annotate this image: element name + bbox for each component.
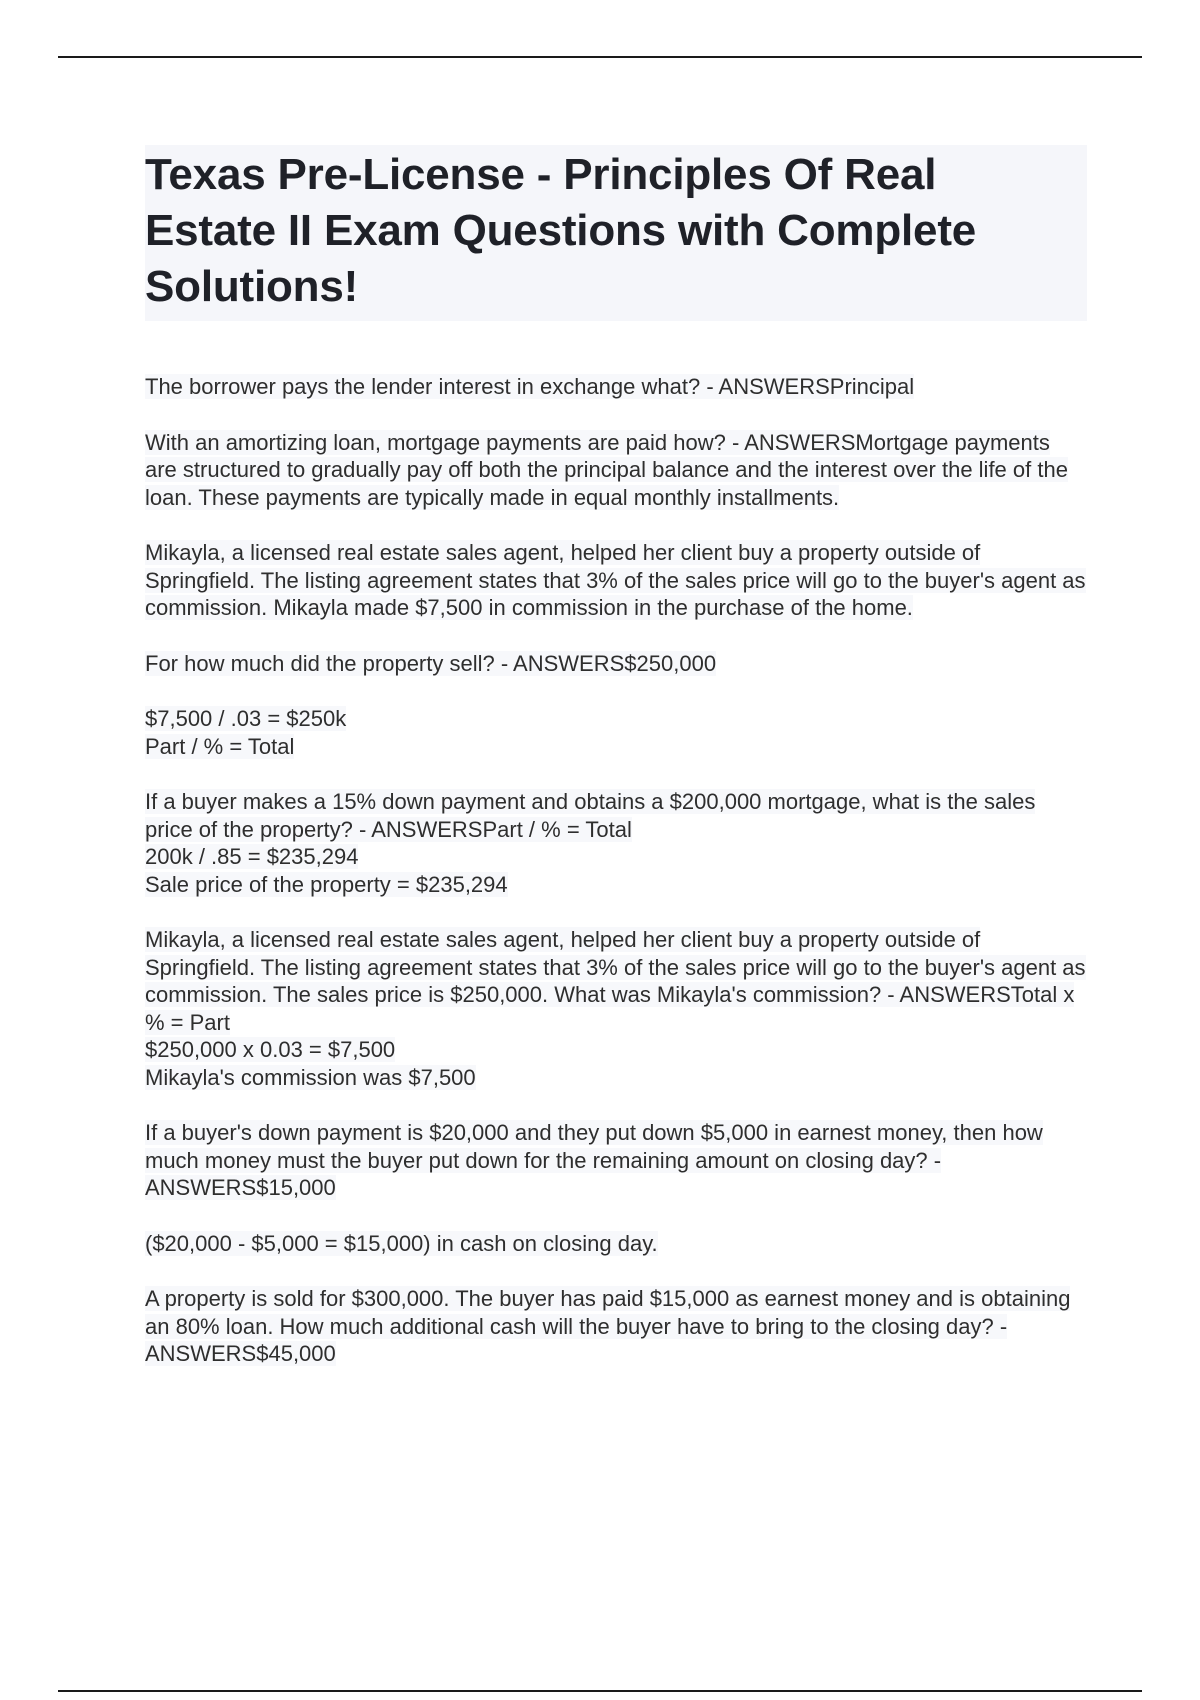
qa-paragraph [145,1119,1087,1202]
qa-line: 200k / .85 = $235,294 [145,844,359,869]
qa-line: ($20,000 - $5,000 = $15,000) in cash on closing day. [145,1230,658,1256]
top-rule [58,56,1142,58]
qa-line: A property is sold for $300,000. The buyer has paid $15,000 as earnest money and is obtaining an 80% loan. How much additional cash will the buyer have to bring to the closing day? - ANSWERS$45,000 [145,1286,1071,1366]
qa-line: With an amortizing loan, mortgage payments are paid how? - ANSWERSMortgage payments are structured to gradually pay off both the principal balance and the interest over the life of the loan. These payments are typically made in equal monthly installments. [145,429,1068,510]
qa-line: $7,500 / .03 = $250k [145,706,347,731]
qa-paragraph [145,429,1087,512]
qa-paragraph [145,373,1087,401]
qa-paragraph [145,650,1087,678]
qa-line: For how much did the property sell? - ANSWERS$250,000 [145,650,717,676]
document-title: Texas Pre-License - Principles Of Real Estate II Exam Questions with Complete Solutions! [145,150,977,311]
qa-line: Sale price of the property = $235,294 [145,871,508,897]
qa-line: The borrower pays the lender interest in exchange what? - ANSWERSPrincipal [145,374,915,399]
bottom-rule [58,1690,1142,1692]
qa-line: Mikayla, a licensed real estate sales agent, helped her client buy a property outside of Springfield. The listing agreement states that 3% of the sales price will go to the buyer's agent as commission. Mikayla made $7,500 in commission in the purchase of the home. [145,540,1086,620]
document-body [145,145,1087,1396]
qa-paragraph [145,788,1087,898]
qa-paragraph [145,539,1087,622]
title-block [145,145,1087,321]
qa-list [145,373,1087,1368]
qa-line: If a buyer makes a 15% down payment and obtains a $200,000 mortgage, what is the sales price of the property? - ANSWERSPart / % = Total [145,789,1036,842]
qa-paragraph [145,1285,1087,1368]
qa-paragraph [145,705,1087,760]
qa-paragraph [145,1230,1087,1258]
qa-line: Mikayla, a licensed real estate sales agent, helped her client buy a property outside of Springfield. The listing agreement states that 3% of the sales price will go to the buyer's agent as commission. The sales price is $250,000. What was Mikayla's commission? - ANSWERSTotal x % = Part [145,927,1086,1035]
qa-line: $250,000 x 0.03 = $7,500 [145,1037,396,1062]
qa-line: Part / % = Total [145,733,295,759]
qa-line: Mikayla's commission was $7,500 [145,1064,476,1090]
qa-paragraph [145,926,1087,1091]
qa-line: If a buyer's down payment is $20,000 and they put down $5,000 in earnest money, then how much money must the buyer put down for the remaining amount on closing day? - ANSWERS$15,000 [145,1120,1043,1200]
